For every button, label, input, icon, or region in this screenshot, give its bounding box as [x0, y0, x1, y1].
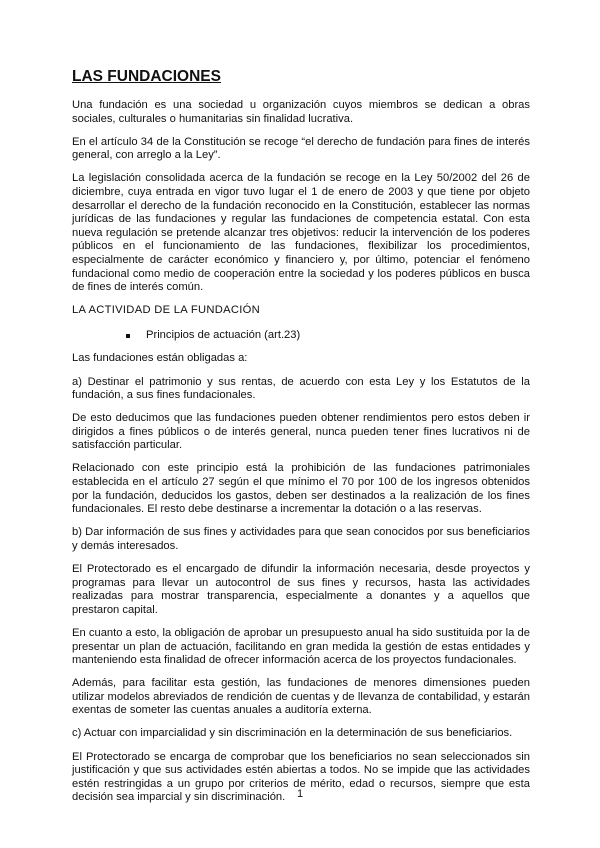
document-page — [72, 68, 530, 814]
document-title: LAS FUNDACIONES — [72, 68, 221, 85]
paragraph-obligation-a-detail: De esto deducimos que las fundaciones pueden obtener rendimientos pero estos deben ir dirigidos a fines públicos o de interés general, nunca pueden tener fines lucrativos ni de satisfacción particular. — [72, 412, 530, 452]
paragraph-obligations-intro: Las fundaciones están obligadas a: — [72, 352, 248, 365]
paragraph-obligation-c: c) Actuar con imparcialidad y sin discriminación en la determinación de sus beneficiarios. — [72, 727, 513, 740]
page-number: 1 — [296, 788, 304, 800]
bullet-item — [72, 329, 530, 343]
paragraph-obligation-b-budget: En cuanto a esto, la obligación de aprobar un presupuesto anual ha sido sustituida por la de presentar un plan de actuación, facilitando en gran medida la gestión de estas entidades y manteniendo esta finalidad de ofrecer información acerca de los proyectos fundacionales. — [72, 626, 530, 667]
paragraph-obligation-b-small-foundations: Además, para facilitar esta gestión, las fundaciones de menores dimensiones pueden utilizar modelos abreviados de rendición de cuentas y de llevanza de contabilidad, y estarán exentas de someter las cuentas anuales a auditoría externa. — [72, 677, 530, 717]
paragraph-obligation-c-detail: El Protectorado se encarga de comprobar que los beneficiarios no sean seleccionados sin justificación y que sus actividades estén abiertas a todos. No se impide que las actividades estén restringidas a un grupo por criterios de mérito, edad o recursos, siempre que esta decisión sea imparcial y sin discriminación. — [72, 750, 530, 804]
paragraph-intro-constitution: En el artículo 34 de la Constitución se recoge “el derecho de fundación para fines de interés general, con arreglo a la Ley”. — [72, 135, 530, 162]
bullet-text: Principios de actuación (art.23) — [146, 328, 301, 341]
paragraph-intro-legislation: La legislación consolidada acerca de la fundación se recoge en la Ley 50/2002 del 26 de diciembre, cuya entrada en vigor tuvo lugar el 1 de enero de 2003 y que tiene por objeto desarrollar el derecho de la fundación reconocido en la Constitución, establecer las normas jurídicas de las fundaciones y regular las fundaciones de competencia estatal. Con esta nueva regulación se pretende alcanzar tres objetivos: reducir la intervención de los poderes públicos en el funcionamiento de las fundaciones, flexibilizar los procedimientos, especialmente de carácter económico y financiero y, por último, potenciar el fenómeno fundacional como medio de cooperación entre la sociedad y los poderes públicos en busca de fines de interés común. — [72, 172, 530, 294]
bullet-square-icon — [126, 334, 130, 338]
section-heading: LA ACTIVIDAD DE LA FUNDACIÓN — [72, 304, 261, 317]
paragraph-intro-definition: Una fundación es una sociedad u organización cuyos miembros se dedican a obras sociales, culturales o humanitarias sin finalidad lucrativa. — [72, 99, 530, 125]
paragraph-obligation-b: b) Dar información de sus fines y actividades para que sean conocidos por sus beneficiarios y demás interesados. — [72, 526, 530, 552]
paragraph-obligation-a-prohibition: Relacionado con este principio está la prohibición de las fundaciones patrimoniales establecida en el artículo 27 según el que mínimo el 70 por 100 de los ingresos obtenidos por la fundación, deducidos los gastos, deben ser destinados a la realización de los fines fundacionales. El resto debe destinarse a incrementar la dotación o a las reservas. — [72, 462, 530, 516]
paragraph-obligation-a: a) Destinar el patrimonio y sus rentas, de acuerdo con esta Ley y los Estatutos de la fundación, a sus fines fundacionales. — [72, 375, 530, 402]
paragraph-obligation-b-protectorado: El Protectorado es el encargado de difundir la información necesaria, desde proyectos y programas para llevar un autocontrol de sus fines y recursos, hasta las actividades realizadas para mostrar transparencia, especialmente a donantes y a aquellos que prestaron capital. — [72, 563, 530, 616]
